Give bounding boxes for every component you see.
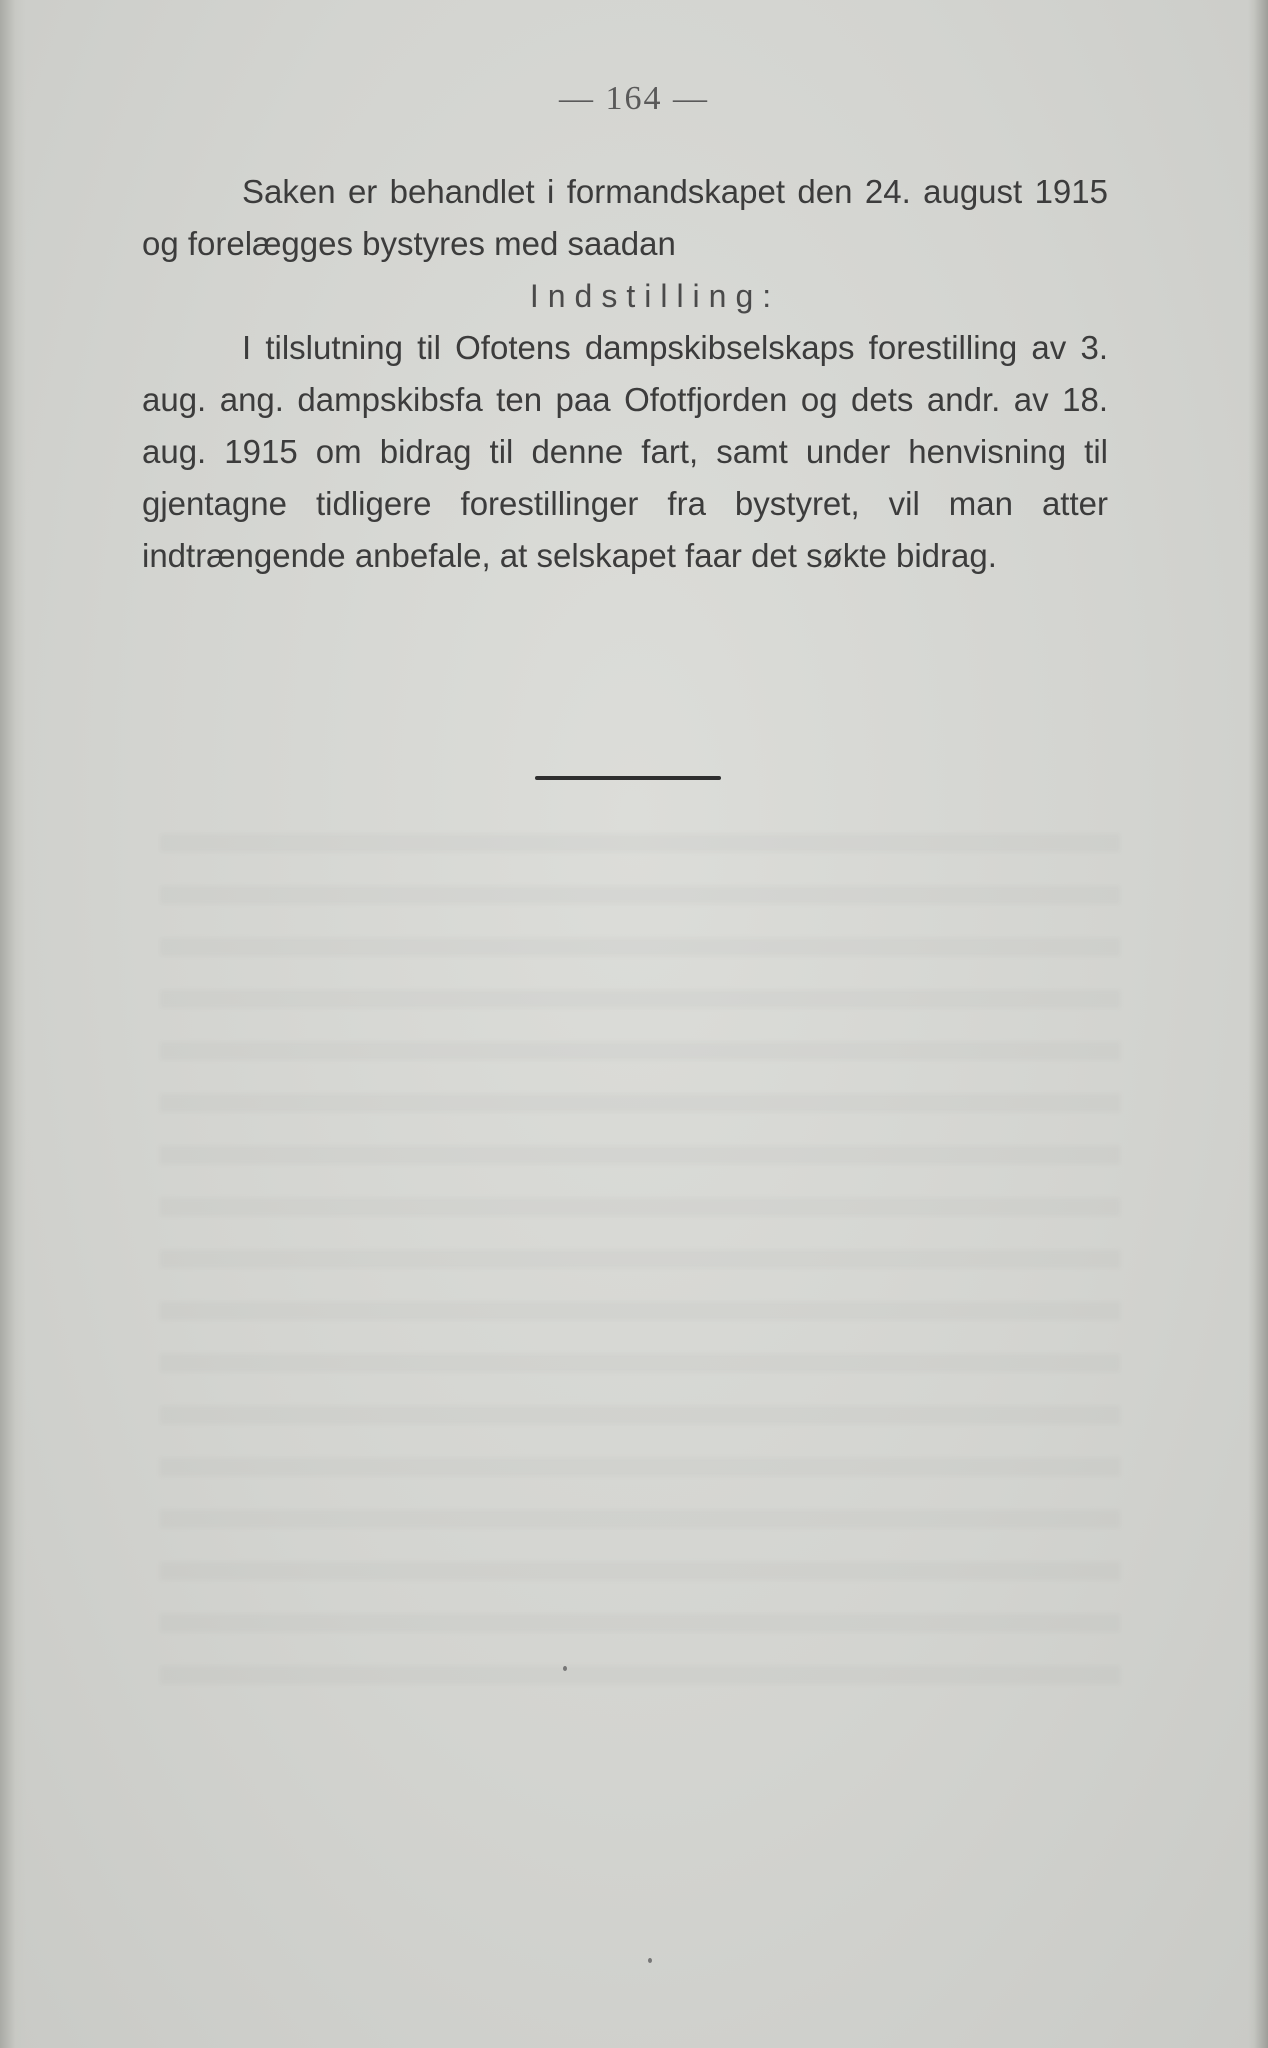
page-right-edge: [1248, 0, 1268, 2048]
recommendation-paragraph: I tilslutning til Ofotens dampskibselskaps forestilling av 3. aug. ang. dampskibsfa ten paa Ofotfjorden og dets andr. av 18. aug. 1915 om bidrag til denne fart, samt under henvisning til gjentagne tidligere forestillinger fra bystyret, vil man atter indtrængende anbefale, at selskapet faar det søkte bidrag.: [142, 329, 1108, 574]
page-number: — 164 —: [559, 80, 709, 117]
intro-paragraph: Saken er behandlet i formandskapet den 24. august 1915 og forelægges bystyres med saadan: [142, 173, 1108, 262]
page-left-edge: [0, 0, 26, 2048]
paper-speck: [563, 1666, 567, 1671]
show-through-text: [160, 800, 1120, 1700]
body-text: [142, 166, 1108, 582]
section-divider: [535, 776, 721, 780]
section-heading: Indstilling:: [529, 278, 781, 314]
paper-speck: [648, 1958, 652, 1963]
